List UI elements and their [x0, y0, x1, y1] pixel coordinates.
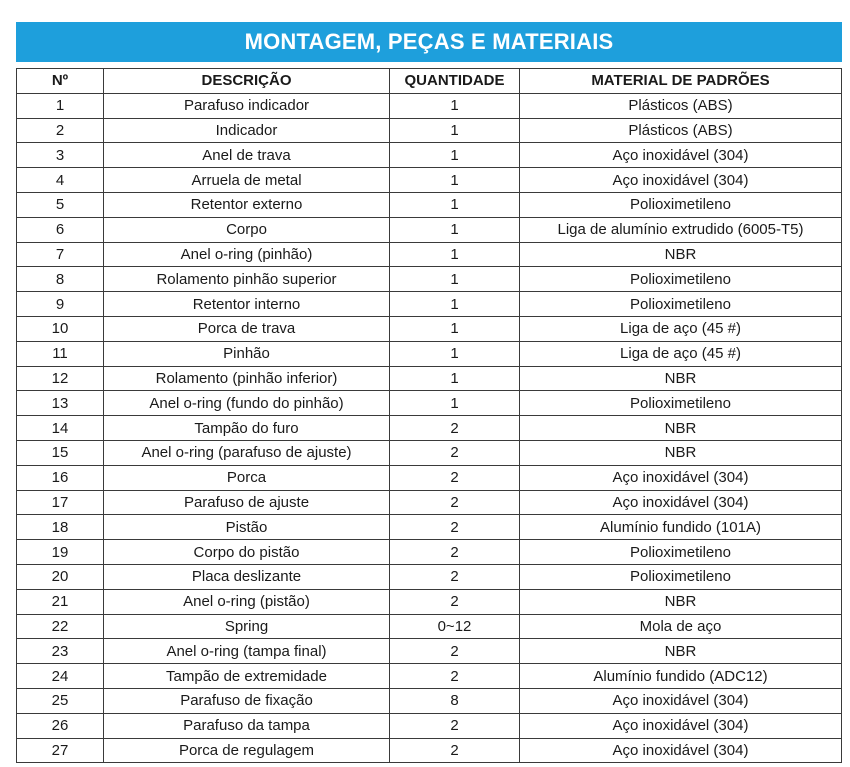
cell-description: Retentor externo — [104, 192, 390, 217]
cell-material: NBR — [520, 589, 842, 614]
column-header-description: DESCRIÇÃO — [104, 69, 390, 94]
cell-quantity: 2 — [390, 713, 520, 738]
cell-description: Parafuso de ajuste — [104, 490, 390, 515]
cell-description: Indicador — [104, 118, 390, 143]
cell-number: 23 — [17, 639, 104, 664]
cell-description: Anel o-ring (pistão) — [104, 589, 390, 614]
table-row — [17, 490, 842, 515]
cell-number: 15 — [17, 440, 104, 465]
cell-description: Parafuso indicador — [104, 93, 390, 118]
table-row — [17, 688, 842, 713]
cell-quantity: 1 — [390, 366, 520, 391]
table-row — [17, 292, 842, 317]
cell-description: Corpo do pistão — [104, 540, 390, 565]
cell-quantity: 1 — [390, 192, 520, 217]
cell-number: 19 — [17, 540, 104, 565]
cell-material: Aço inoxidável (304) — [520, 490, 842, 515]
cell-quantity: 2 — [390, 639, 520, 664]
cell-number: 25 — [17, 688, 104, 713]
cell-number: 4 — [17, 168, 104, 193]
cell-description: Anel o-ring (tampa final) — [104, 639, 390, 664]
table-row — [17, 614, 842, 639]
cell-quantity: 1 — [390, 118, 520, 143]
cell-quantity: 1 — [390, 168, 520, 193]
cell-material: NBR — [520, 416, 842, 441]
cell-description: Rolamento (pinhão inferior) — [104, 366, 390, 391]
cell-description: Parafuso da tampa — [104, 713, 390, 738]
cell-number: 8 — [17, 267, 104, 292]
cell-number: 5 — [17, 192, 104, 217]
cell-number: 11 — [17, 341, 104, 366]
cell-description: Tampão de extremidade — [104, 664, 390, 689]
table-row — [17, 192, 842, 217]
cell-quantity: 1 — [390, 341, 520, 366]
cell-number: 20 — [17, 564, 104, 589]
table-row — [17, 540, 842, 565]
table-row — [17, 738, 842, 763]
cell-description: Tampão do furo — [104, 416, 390, 441]
cell-quantity: 1 — [390, 292, 520, 317]
cell-description: Pistão — [104, 515, 390, 540]
cell-quantity: 2 — [390, 465, 520, 490]
cell-material: Polioximetileno — [520, 564, 842, 589]
cell-material: Aço inoxidável (304) — [520, 738, 842, 763]
table-row — [17, 440, 842, 465]
cell-quantity: 2 — [390, 589, 520, 614]
cell-material: NBR — [520, 366, 842, 391]
cell-quantity: 2 — [390, 440, 520, 465]
cell-number: 12 — [17, 366, 104, 391]
table-row — [17, 118, 842, 143]
cell-material: Aço inoxidável (304) — [520, 168, 842, 193]
cell-material: Aço inoxidável (304) — [520, 465, 842, 490]
cell-material: Aço inoxidável (304) — [520, 713, 842, 738]
cell-material: Plásticos (ABS) — [520, 118, 842, 143]
cell-number: 24 — [17, 664, 104, 689]
table-row — [17, 267, 842, 292]
cell-description: Pinhão — [104, 341, 390, 366]
column-header-material: MATERIAL DE PADRÕES — [520, 69, 842, 94]
cell-description: Porca de trava — [104, 316, 390, 341]
cell-material: Liga de aço (45 #) — [520, 316, 842, 341]
table-row — [17, 664, 842, 689]
cell-quantity: 1 — [390, 391, 520, 416]
cell-quantity: 2 — [390, 664, 520, 689]
cell-description: Corpo — [104, 217, 390, 242]
cell-quantity: 1 — [390, 143, 520, 168]
cell-material: NBR — [520, 440, 842, 465]
cell-number: 2 — [17, 118, 104, 143]
cell-quantity: 8 — [390, 688, 520, 713]
table-row — [17, 366, 842, 391]
cell-material: Polioximetileno — [520, 192, 842, 217]
cell-number: 17 — [17, 490, 104, 515]
cell-description: Anel o-ring (fundo do pinhão) — [104, 391, 390, 416]
table-row — [17, 316, 842, 341]
parts-table-body — [17, 93, 842, 763]
cell-number: 22 — [17, 614, 104, 639]
cell-number: 26 — [17, 713, 104, 738]
cell-quantity: 2 — [390, 490, 520, 515]
column-header-quantity: QUANTIDADE — [390, 69, 520, 94]
cell-quantity: 2 — [390, 515, 520, 540]
cell-description: Anel o-ring (parafuso de ajuste) — [104, 440, 390, 465]
cell-number: 13 — [17, 391, 104, 416]
cell-quantity: 1 — [390, 217, 520, 242]
cell-quantity: 2 — [390, 540, 520, 565]
column-header-number: Nº — [17, 69, 104, 94]
cell-description: Retentor interno — [104, 292, 390, 317]
cell-number: 27 — [17, 738, 104, 763]
cell-material: Polioximetileno — [520, 391, 842, 416]
cell-quantity: 2 — [390, 416, 520, 441]
cell-quantity: 0~12 — [390, 614, 520, 639]
cell-description: Anel o-ring (pinhão) — [104, 242, 390, 267]
cell-number: 21 — [17, 589, 104, 614]
cell-material: Polioximetileno — [520, 292, 842, 317]
cell-quantity: 1 — [390, 93, 520, 118]
table-row — [17, 391, 842, 416]
cell-quantity: 2 — [390, 564, 520, 589]
cell-description: Spring — [104, 614, 390, 639]
table-row — [17, 341, 842, 366]
cell-number: 9 — [17, 292, 104, 317]
table-row — [17, 168, 842, 193]
table-row — [17, 465, 842, 490]
table-row — [17, 639, 842, 664]
cell-material: Plásticos (ABS) — [520, 93, 842, 118]
cell-material: Liga de aço (45 #) — [520, 341, 842, 366]
page-title: MONTAGEM, PEÇAS E MATERIAIS — [16, 22, 842, 62]
cell-material: NBR — [520, 639, 842, 664]
cell-material: Liga de alumínio extrudido (6005-T5) — [520, 217, 842, 242]
cell-quantity: 2 — [390, 738, 520, 763]
table-row — [17, 143, 842, 168]
parts-table — [16, 68, 842, 763]
cell-description: Porca — [104, 465, 390, 490]
table-row — [17, 242, 842, 267]
table-row — [17, 93, 842, 118]
cell-description: Parafuso de fixação — [104, 688, 390, 713]
cell-number: 3 — [17, 143, 104, 168]
table-row — [17, 515, 842, 540]
cell-description: Arruela de metal — [104, 168, 390, 193]
cell-material: Alumínio fundido (101A) — [520, 515, 842, 540]
cell-material: Polioximetileno — [520, 267, 842, 292]
cell-material: Mola de aço — [520, 614, 842, 639]
cell-quantity: 1 — [390, 242, 520, 267]
cell-number: 10 — [17, 316, 104, 341]
cell-number: 18 — [17, 515, 104, 540]
table-row — [17, 589, 842, 614]
table-row — [17, 713, 842, 738]
cell-number: 1 — [17, 93, 104, 118]
cell-number: 14 — [17, 416, 104, 441]
table-header-row — [17, 69, 842, 94]
cell-quantity: 1 — [390, 316, 520, 341]
table-row — [17, 416, 842, 441]
cell-material: Polioximetileno — [520, 540, 842, 565]
cell-material: Aço inoxidável (304) — [520, 688, 842, 713]
table-row — [17, 564, 842, 589]
cell-quantity: 1 — [390, 267, 520, 292]
cell-number: 7 — [17, 242, 104, 267]
cell-description: Porca de regulagem — [104, 738, 390, 763]
table-row — [17, 217, 842, 242]
cell-material: Alumínio fundido (ADC12) — [520, 664, 842, 689]
cell-description: Rolamento pinhão superior — [104, 267, 390, 292]
cell-description: Anel de trava — [104, 143, 390, 168]
cell-number: 6 — [17, 217, 104, 242]
cell-number: 16 — [17, 465, 104, 490]
cell-description: Placa deslizante — [104, 564, 390, 589]
cell-material: NBR — [520, 242, 842, 267]
cell-material: Aço inoxidável (304) — [520, 143, 842, 168]
